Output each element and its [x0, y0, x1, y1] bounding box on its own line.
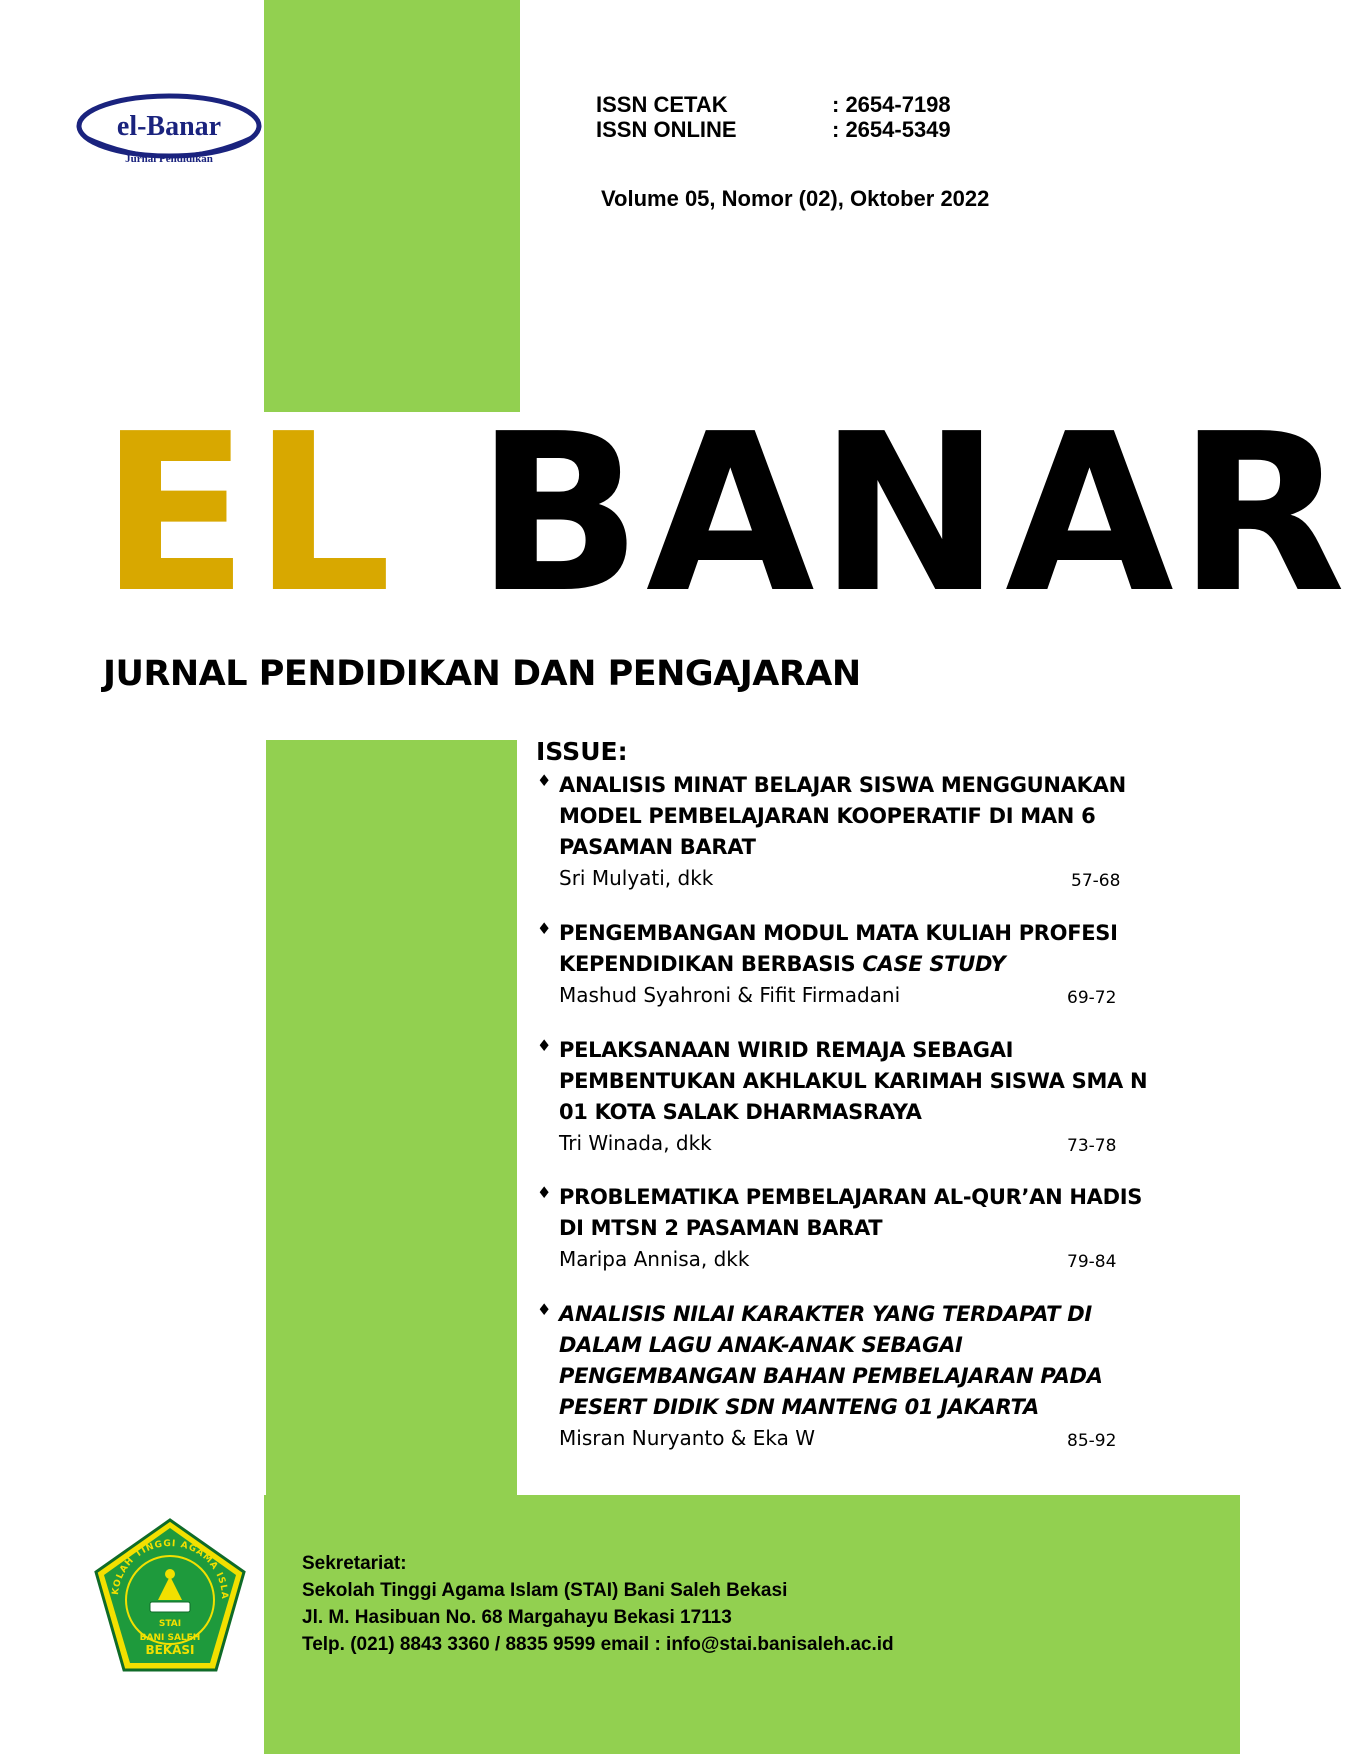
seal-top-text: KOLAH TINGGI AGAMA ISLA	[110, 1538, 230, 1600]
article-title: ANALISIS NILAI KARAKTER YANG TERDAPAT DI DALAM LAGU ANAK-ANAK SEBAGAI PENGEMBANGAN BAHAN PEMBELAJARAN PADA PESERT DIDIK SDN MANTENG 01 JAKARTA	[559, 1302, 1103, 1419]
article-4	[537, 1182, 1157, 1274]
article-title: ANALISIS MINAT BELAJAR SISWA MENGGUNAKAN MODEL PEMBELAJARAN KOOPERATIF DI MAN 6 PASAMAN BARAT	[559, 773, 1126, 859]
issn-online	[596, 117, 951, 143]
article-authors: Misran Nuryanto & Eka W	[559, 1426, 816, 1450]
article-1	[537, 770, 1157, 893]
diamond-bullet-icon: ♦	[537, 919, 552, 938]
article-authors: Tri Winada, dkk	[559, 1131, 712, 1155]
article-title-main: PENGEMBANGAN MODUL MATA KULIAH PROFESI KEPENDIDIKAN BERBASIS	[559, 921, 1118, 976]
institution-seal	[88, 1516, 252, 1676]
article-authors: Sri Mulyati, dkk	[559, 866, 714, 890]
diamond-bullet-icon: ♦	[537, 771, 552, 790]
seal-bottom-text-1: BANI SALEH	[139, 1633, 201, 1643]
article-pages: 73-78	[1067, 1136, 1117, 1156]
article-meta	[559, 1244, 1157, 1274]
seal-middle-text: STAI	[158, 1619, 182, 1629]
secretariat-info	[302, 1550, 894, 1658]
article-pages: 79-84	[1067, 1252, 1117, 1272]
issn-online-label: ISSN ONLINE	[596, 117, 737, 142]
green-block-top	[264, 0, 520, 412]
diamond-bullet-icon: ♦	[537, 1300, 552, 1319]
article-meta	[559, 1128, 1157, 1158]
journal-title	[100, 388, 1350, 641]
article-authors: Mashud Syahroni & Fifit Firmadani	[559, 983, 901, 1007]
title-el: EL	[100, 388, 396, 641]
issue-heading: ISSUE:	[536, 737, 628, 766]
journal-subtitle: JURNAL PENDIDIKAN DAN PENGAJARAN	[103, 654, 861, 694]
article-title: PROBLEMATIKA PEMBELAJARAN AL-QUR’AN HADIS DI MTSN 2 PASAMAN BARAT	[559, 1185, 1143, 1240]
article-title: PELAKSANAAN WIRID REMAJA SEBAGAI PEMBENTUKAN AKHLAKUL KARIMAH SISWA SMA N 01 KOTA SALAK DHARMASRAYA	[559, 1038, 1148, 1124]
journal-logo	[74, 92, 264, 172]
logo-text: el-Banar	[116, 111, 222, 142]
seal-bottom-text-2: BEKASI	[145, 1643, 195, 1657]
issn-print	[596, 92, 951, 118]
issn-print-value: : 2654-7198	[832, 92, 951, 117]
article-meta	[559, 863, 1157, 893]
secretariat-institution: Sekolah Tinggi Agama Islam (STAI) Bani Saleh Bekasi	[302, 1580, 788, 1601]
secretariat-contact: Telp. (021) 8843 3360 / 8835 9599 email : info@stai.banisaleh.ac.id	[302, 1634, 894, 1655]
issn-print-label: ISSN CETAK	[596, 92, 728, 117]
article-2	[537, 918, 1157, 1010]
article-meta	[559, 1423, 1157, 1453]
diamond-bullet-icon: ♦	[537, 1036, 552, 1055]
article-pages: 69-72	[1067, 988, 1117, 1008]
article-meta	[559, 980, 1157, 1010]
volume-info: Volume 05, Nomor (02), Oktober 2022	[601, 186, 990, 211]
article-authors: Maripa Annisa, dkk	[559, 1247, 750, 1271]
title-banar: BANAR	[475, 388, 1350, 641]
diamond-bullet-icon: ♦	[537, 1183, 552, 1202]
article-5	[537, 1299, 1157, 1453]
green-block-middle	[266, 740, 517, 1496]
article-pages: 57-68	[1071, 871, 1121, 891]
issn-online-value: : 2654-5349	[832, 117, 951, 142]
article-title-italic: CASE STUDY	[862, 952, 1006, 976]
article-title	[559, 918, 1157, 980]
article-pages: 85-92	[1067, 1431, 1117, 1451]
logo-subtitle: Jurnal Pendidikan	[125, 153, 213, 165]
secretariat-address: Jl. M. Hasibuan No. 68 Margahayu Bekasi 17113	[302, 1607, 732, 1628]
secretariat-heading: Sekretariat:	[302, 1553, 407, 1574]
article-3	[537, 1035, 1157, 1158]
